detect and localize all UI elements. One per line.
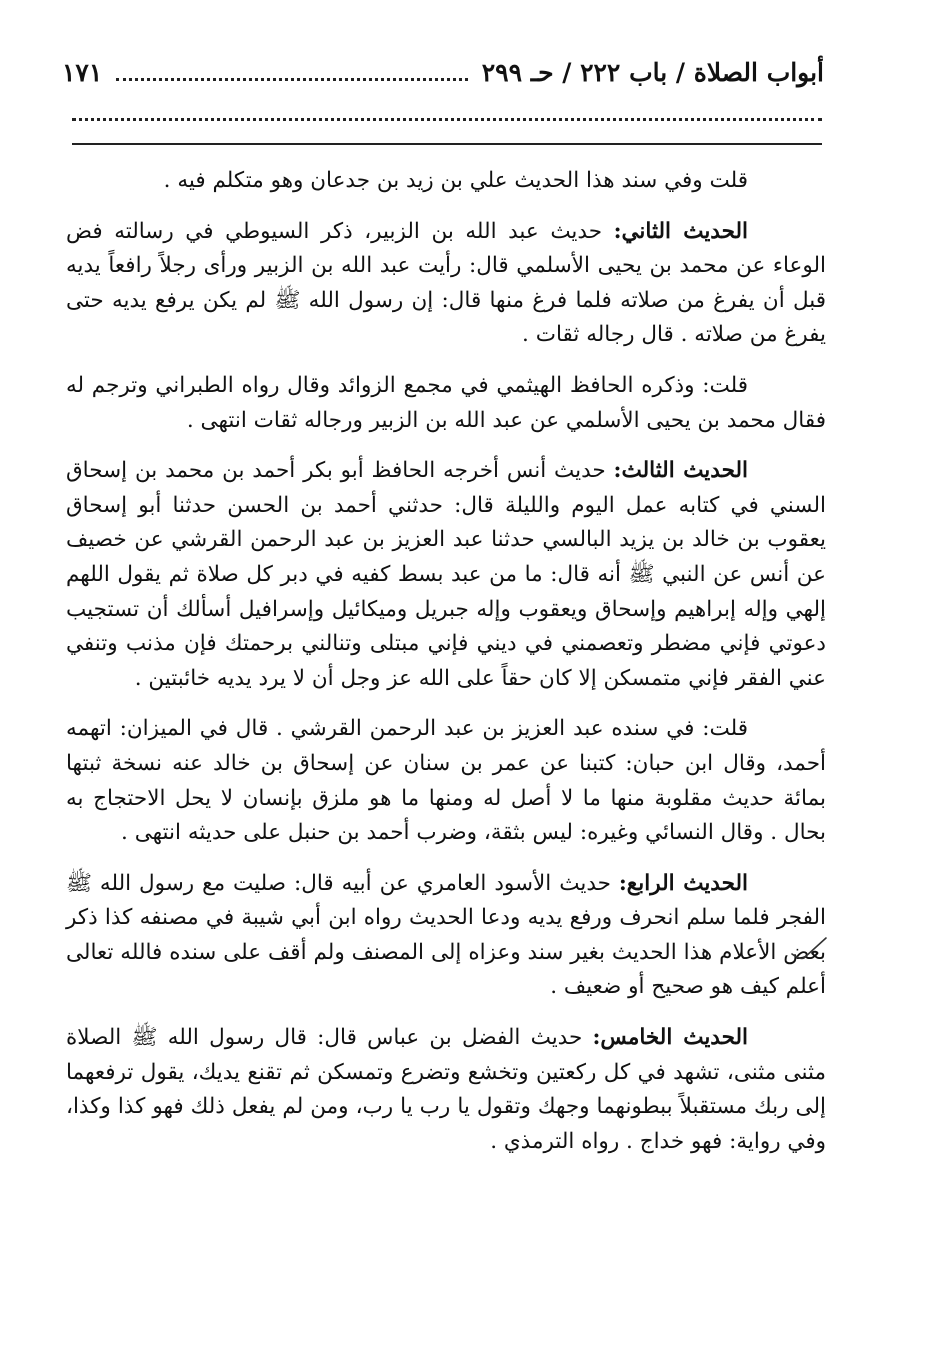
paragraph-heading: الحديث الثاني: [613,218,748,244]
paragraph-text: قلت وفي سند هذا الحديث علي بن زيد بن جدعان وهو متكلم فيه . [163,168,748,193]
paragraph [66,454,826,696]
running-head-title: أبواب الصلاة / باب ٢٢٢ / حـ ٢٩٩ [481,57,824,87]
running-head [62,52,824,92]
paragraph-text: حديث أنس أخرجه الحافظ أبو بكر أحمد بن محمد بن إسحاق السني في كتابه عمل اليوم والليلة قال: حدثني أحمد بن الحسن حدثنا أبو إسحاق يعقوب بن خالد بن يزيد البالسي حدثنا عبد العزيز بن عبد الرحمن القرشي عن خصيف عن أنس عن النبي ﷺ أنه قال: ما من عبد بسط كفيه في دبر كل صلاة ثم يقول اللهم إلهي وإله إبراهيم وإسحاق ويعقوب وإله جبريل وميكائيل وإسرافيل أسألك أن تستجيب دعوتي فإني مضطر وتعصمني في ديني فإني مبتلى وتنالني برحمتك فإن مذنب وتنفي عني الفقر فإني متمسكن إلا كان حقاً على الله عز وجل أن لا يرد يديه خائبتين . [66,458,826,691]
paragraph [66,215,826,353]
paragraph [66,867,826,1005]
solid-divider [72,143,822,145]
dotted-divider [72,118,822,121]
paragraph [66,712,826,850]
paragraph-text: قلت: في سنده عبد العزيز بن عبد الرحمن القرشي . قال في الميزان: اتهمه أحمد، وقال ابن حبان: كتبنا عن عمر بن سنان عن إسحاق بن خالد عنه نسخة ثبتها بمائة حديث مقلوبة منها ما لا أصل له ومنها ما هو ملزق بإنسان لا يحل الاحتجاج به بحال . وقال النسائي وغيره: ليس بثقة، وضرب أحمد بن حنبل على حديثه انتهى . [66,716,826,846]
paragraph-heading: الحديث الخامس: [592,1025,748,1051]
paragraph [66,369,826,438]
main-text [66,164,826,1175]
running-head-leader-dots [116,64,467,81]
page-number: ١٧١ [62,57,103,87]
paragraph-text: حديث الفضل بن عباس قال: قال رسول الله ﷺ الصلاة مثنى مثنى، تشهد في كل ركعتين وتخشع وتضرع وتمسكن ثم تقنع يديك، يقول ترفعهما إلى ربك مستقبلاً ببطونهما وجهك وتقول يا رب يا رب، ومن لم يفعل ذلك فهو كذا وكذا، وفي رواية: فهو خداج . رواه الترمذي . [66,1025,827,1154]
paragraph [66,1021,826,1159]
handwritten-check-mark-icon [790,934,828,964]
paragraph [66,164,826,199]
paragraph-heading: الحديث الرابع: [618,870,748,896]
paragraph-heading: الحديث الثالث: [613,458,748,484]
paragraph-text: حديث عبد الله بن الزبير، ذكر السيوطي في رسالته فض الوعاء عن محمد بن يحيى الأسلمي قال: رأيت عبد الله بن الزبير ورأى رجلاً رافعاً يديه قبل أن يفرغ من صلاته فلما فرغ منها قال: إن رسول الله ﷺ لم يكن يرفع يديه حتى يفرغ من صلاته . قال رجاله ثقات . [66,218,826,348]
paragraph-text: قلت: وذكره الحافظ الهيثمي في مجمع الزوائد وقال رواه الطبراني وترجم له فقال محمد بن يحيى الأسلمي عن عبد الله بن الزبير ورجاله ثقات انتهى . [66,372,826,433]
paragraph-text: حديث الأسود العامري عن أبيه قال: صليت مع رسول الله ﷺ الفجر فلما سلم انحرف ورفع يديه ودعا الحديث رواه ابن أبي شيبة في مصنفه كذا ذكر بعض الأعلام هذا الحديث بغير سند وعزاه إلى المصنف ولم أقف على سنده فالله تعالى أعلم كيف هو صحيح أو ضعيف . [66,870,826,1000]
